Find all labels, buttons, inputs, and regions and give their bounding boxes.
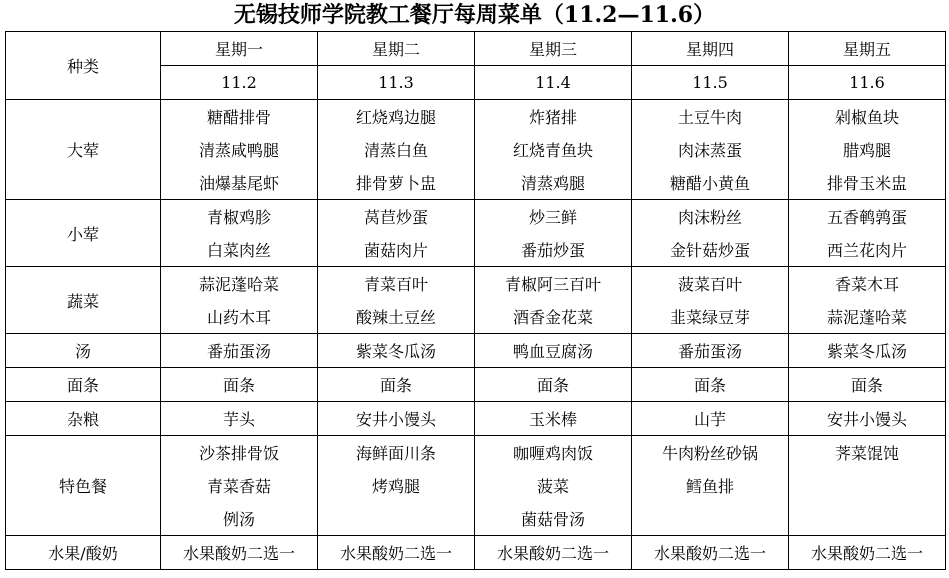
menu-row <box>6 536 946 570</box>
category-cell: 水果/酸奶 <box>6 536 161 570</box>
dish-cell: 海鲜面川条 <box>318 436 475 470</box>
dish-cell: 白菜肉丝 <box>161 233 318 267</box>
dish-cell: 菌菇肉片 <box>318 233 475 267</box>
dish-cell: 水果酸奶二选一 <box>161 536 318 570</box>
dish-cell: 番茄蛋汤 <box>632 334 789 368</box>
menu-row <box>6 436 946 470</box>
dish-cell: 青椒阿三百叶 <box>475 267 632 301</box>
dish-cell: 水果酸奶二选一 <box>475 536 632 570</box>
dish-cell: 紫菜冬瓜汤 <box>318 334 475 368</box>
dish-cell: 清蒸白鱼 <box>318 133 475 166</box>
menu-row <box>6 100 946 134</box>
dish-cell: 面条 <box>161 368 318 402</box>
day-header: 星期一 <box>161 32 318 66</box>
category-header: 种类 <box>6 32 161 100</box>
dish-cell: 酸辣土豆丝 <box>318 300 475 334</box>
menu-body <box>6 32 946 570</box>
category-cell: 蔬菜 <box>6 267 161 334</box>
date-header: 11.4 <box>475 66 632 100</box>
category-cell: 汤 <box>6 334 161 368</box>
header-days-row <box>6 32 946 66</box>
dish-cell: 番茄炒蛋 <box>475 233 632 267</box>
dish-cell: 西兰花肉片 <box>789 233 946 267</box>
dish-cell <box>789 469 946 502</box>
dish-cell: 排骨萝卜盅 <box>318 166 475 200</box>
dish-cell: 清蒸咸鸭腿 <box>161 133 318 166</box>
dish-cell: 糖醋小黄鱼 <box>632 166 789 200</box>
dish-cell: 油爆基尾虾 <box>161 166 318 200</box>
dish-cell: 面条 <box>475 368 632 402</box>
dish-cell: 山药木耳 <box>161 300 318 334</box>
category-cell: 大荤 <box>6 100 161 200</box>
dish-cell: 水果酸奶二选一 <box>632 536 789 570</box>
category-cell: 特色餐 <box>6 436 161 536</box>
dish-cell: 牛肉粉丝砂锅 <box>632 436 789 470</box>
dish-cell: 青椒鸡胗 <box>161 200 318 234</box>
dish-cell: 土豆牛肉 <box>632 100 789 134</box>
dish-cell: 肉沫粉丝 <box>632 200 789 234</box>
menu-title: 无锡技师学院教工餐厅每周菜单（11.2—11.6） <box>233 2 716 28</box>
date-header: 11.2 <box>161 66 318 100</box>
menu-row <box>6 368 946 402</box>
dish-cell: 腊鸡腿 <box>789 133 946 166</box>
dish-cell: 紫菜冬瓜汤 <box>789 334 946 368</box>
dish-cell: 荠菜馄饨 <box>789 436 946 470</box>
dish-cell: 番茄蛋汤 <box>161 334 318 368</box>
dish-cell <box>632 502 789 536</box>
date-header: 11.6 <box>789 66 946 100</box>
dish-cell: 炒三鲜 <box>475 200 632 234</box>
dish-cell: 沙茶排骨饭 <box>161 436 318 470</box>
dish-cell: 五香鹌鹑蛋 <box>789 200 946 234</box>
dish-cell: 红烧青鱼块 <box>475 133 632 166</box>
date-header: 11.3 <box>318 66 475 100</box>
day-header: 星期五 <box>789 32 946 66</box>
dish-cell: 蒜泥蓬哈菜 <box>161 267 318 301</box>
dish-cell: 红烧鸡边腿 <box>318 100 475 134</box>
menu-row <box>6 334 946 368</box>
dish-cell: 糖醋排骨 <box>161 100 318 134</box>
dish-cell: 青菜香菇 <box>161 469 318 502</box>
dish-cell <box>318 502 475 536</box>
weekly-menu-table <box>5 31 946 570</box>
day-header: 星期二 <box>318 32 475 66</box>
dish-cell: 面条 <box>789 368 946 402</box>
menu-row <box>6 267 946 301</box>
dish-cell: 安井小馒头 <box>789 402 946 436</box>
dish-cell: 莴苣炒蛋 <box>318 200 475 234</box>
dish-cell: 菠菜百叶 <box>632 267 789 301</box>
dish-cell: 山芋 <box>632 402 789 436</box>
dish-cell: 炸猪排 <box>475 100 632 134</box>
dish-cell: 水果酸奶二选一 <box>789 536 946 570</box>
date-header: 11.5 <box>632 66 789 100</box>
dish-cell: 烤鸡腿 <box>318 469 475 502</box>
day-header: 星期三 <box>475 32 632 66</box>
dish-cell: 韭菜绿豆芽 <box>632 300 789 334</box>
dish-cell: 鸭血豆腐汤 <box>475 334 632 368</box>
dish-cell: 例汤 <box>161 502 318 536</box>
dish-cell: 玉米棒 <box>475 402 632 436</box>
dish-cell: 香菜木耳 <box>789 267 946 301</box>
menu-row <box>6 402 946 436</box>
dish-cell: 芋头 <box>161 402 318 436</box>
dish-cell: 金针菇炒蛋 <box>632 233 789 267</box>
dish-cell: 菠菜 <box>475 469 632 502</box>
dish-cell: 水果酸奶二选一 <box>318 536 475 570</box>
dish-cell: 鳕鱼排 <box>632 469 789 502</box>
day-header: 星期四 <box>632 32 789 66</box>
dish-cell: 面条 <box>318 368 475 402</box>
dish-cell: 剁椒鱼块 <box>789 100 946 134</box>
dish-cell <box>789 502 946 536</box>
dish-cell: 面条 <box>632 368 789 402</box>
dish-cell: 蒜泥蓬哈菜 <box>789 300 946 334</box>
dish-cell: 咖喱鸡肉饭 <box>475 436 632 470</box>
category-cell: 杂粮 <box>6 402 161 436</box>
dish-cell: 肉沫蒸蛋 <box>632 133 789 166</box>
menu-row <box>6 200 946 234</box>
dish-cell: 青菜百叶 <box>318 267 475 301</box>
dish-cell: 酒香金花菜 <box>475 300 632 334</box>
dish-cell: 安井小馒头 <box>318 402 475 436</box>
dish-cell: 排骨玉米盅 <box>789 166 946 200</box>
dish-cell: 菌菇骨汤 <box>475 502 632 536</box>
category-cell: 小荤 <box>6 200 161 267</box>
category-cell: 面条 <box>6 368 161 402</box>
dish-cell: 清蒸鸡腿 <box>475 166 632 200</box>
